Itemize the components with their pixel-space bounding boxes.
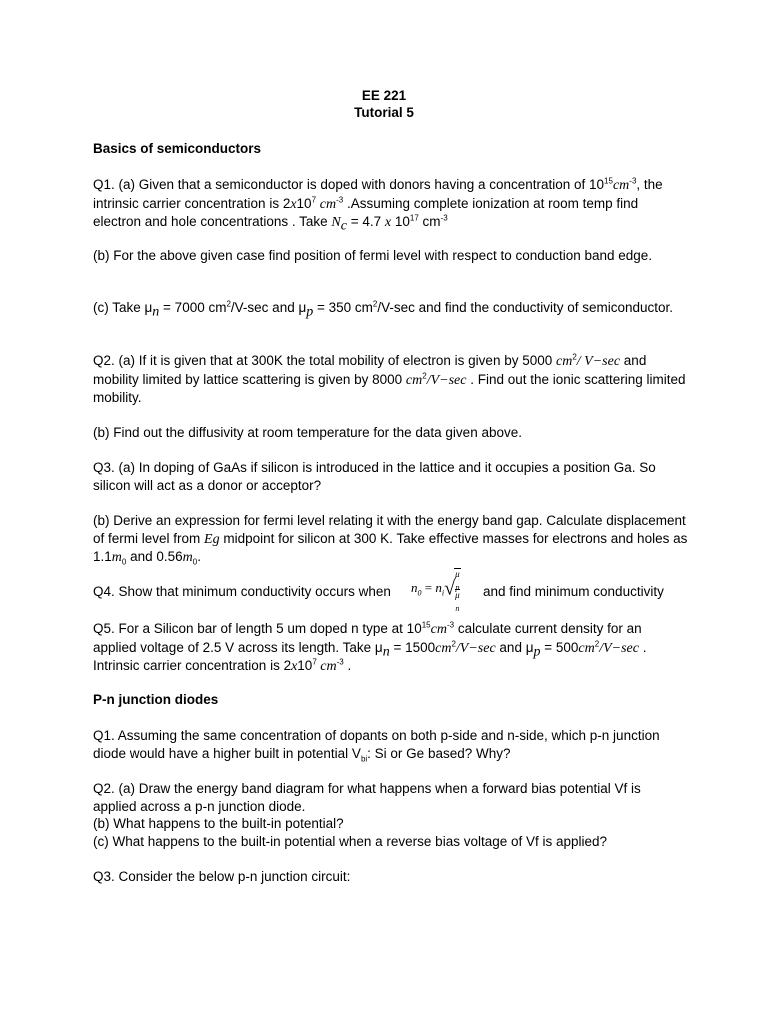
pn-q1: Q1. Assuming the same concentration of dopants on both p-side and n-side, which p-n junction diode would have a higher built in potential $V_{bi}$: Si or Ge based? Why? bbox=[93, 728, 660, 764]
semi-q2a: Q2. (a) If it is given that at 300K the total mobility of electron is given by 5000 $cm^2/$ V−sec and mobility limited by lattice scattering is given by 8000 $cm^2/V-\sec$ . Find out the ionic scattering limited mobility. bbox=[93, 352, 686, 406]
semi-q3a: Q3. (a) In doping of GaAs if silicon is introduced in the lattice and it occupies a position Ga. So silicon will act as a donor or acceptor? bbox=[93, 460, 656, 493]
course-code: EE 221 bbox=[361, 88, 407, 103]
semi-q1c: (c) Take $\mu_n = 7000$ $cm^2/V-\sec$ and $\mu_p = 350$ $cm^2/V-\sec$ and find the conductivity of semiconductor. bbox=[93, 299, 674, 320]
section-heading-pn-junction: P-n junction diodes bbox=[93, 692, 219, 707]
semi-q4-text-end: and find minimum conductivity bbox=[483, 584, 664, 599]
semi-q1a: Q1. (a) Given that a semiconductor is doped with donors having a concentration of $10^{15}cm^{-3}$, the intrinsic carrier concentration is $2x10^7$ $cm^{-3}$ .Assuming complete ionization at room temp find electron and hole concentrations . Take $N_c = 4.7$ x $10^{17}$ $cm^{-3}$ bbox=[93, 176, 663, 234]
min-conductivity-formula: $n_0 = n_i√$ μ $_p$ μ $_n$ bbox=[411, 569, 460, 613]
pn-q3: Q3. Consider the below p-n junction circuit: bbox=[93, 869, 351, 884]
pn-q2a: Q2. (a) Draw the energy band diagram for what happens when a forward bias potential Vf is applied across a p-n junction diode. bbox=[93, 781, 641, 814]
pn-q2c: (c) What happens to the built-in potential when a reverse bias voltage of Vf is applied? bbox=[93, 834, 608, 849]
tutorial-title: Tutorial 5 bbox=[354, 105, 414, 120]
semi-q4 bbox=[93, 566, 693, 613]
semi-q1b: (b) For the above given case find position of fermi level with respect to conduction band edge. bbox=[93, 248, 653, 263]
semi-q2b: (b) Find out the diffusivity at room temperature for the data given above. bbox=[93, 425, 522, 440]
semi-q5: Q5. For a Silicon bar of length 5 um doped n type at $10^{15}cm^{-3}$ calculate current density for an applied voltage of 2.5 V across its length. Take $\mu_n = 1500cm^2/V-\sec$ and $\mu_p = 500cm^2/V-\sec$ . Intrinsic carrier concentration is $2x10^7$ $cm^{-3}$ . bbox=[93, 620, 647, 675]
pn-q2b: (b) What happens to the built-in potential? bbox=[93, 816, 344, 831]
section-heading-semiconductors: Basics of semiconductors bbox=[93, 141, 262, 156]
semi-q3b: (b) Derive an expression for fermi level relating it with the energy band gap. Calculate displacement of fermi level from Eg midpoint for silicon at 300 K. Take effective masses for electrons and holes as $1.1m_0$ and $0.56m_0$. bbox=[93, 513, 688, 567]
square-root-sign: √ μ $_p$ μ $_n$ bbox=[444, 569, 460, 613]
semi-q4-text-start: Q4. Show that minimum conductivity occurs when bbox=[93, 584, 391, 599]
